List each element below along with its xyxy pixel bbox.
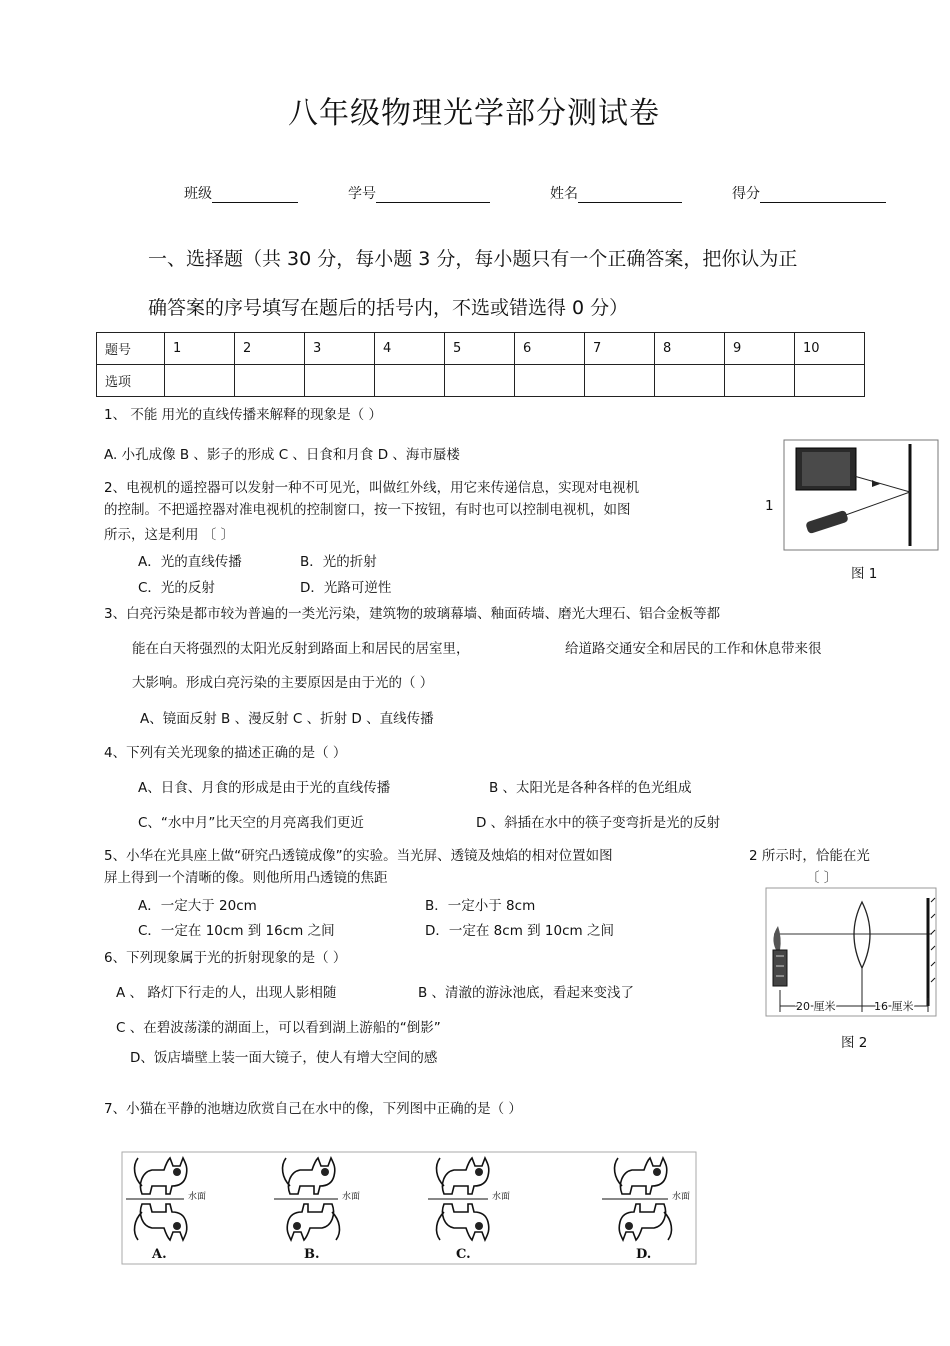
q7-choice-b-label[interactable]: B. bbox=[304, 1247, 320, 1262]
question-number-cell: 5 bbox=[445, 333, 515, 365]
q3-line2a: 能在白天将强烈的太阳光反射到路面上和居民的居室里， bbox=[132, 641, 470, 657]
q1-stem: 1、 不能 用光的直线传播来解释的现象是（ ） bbox=[104, 407, 382, 423]
q3-line2b: 给道路交通安全和居民的工作和休息带来很 bbox=[565, 641, 822, 657]
q4-option-c: C、“水中月”比天空的月亮离我们更近 bbox=[138, 815, 364, 831]
answer-cell[interactable] bbox=[445, 365, 515, 397]
q7-water-label-b: 水面 bbox=[342, 1192, 361, 1202]
q7-choice-b-figure bbox=[274, 1158, 339, 1240]
name-field[interactable] bbox=[550, 183, 682, 203]
page-title: 八年级物理光学部分测试卷 bbox=[288, 96, 660, 131]
q7-choice-a-figure bbox=[126, 1158, 187, 1240]
q5-line1-tail: 2 所示时，恰能在光 bbox=[749, 848, 870, 864]
question-number-cell: 8 bbox=[655, 333, 725, 365]
answer-cell[interactable] bbox=[655, 365, 725, 397]
q5-bracket: 〔 〕 bbox=[806, 870, 838, 886]
q6-option-b: B 、清澈的游泳池底，看起来变浅了 bbox=[418, 985, 635, 1001]
q7-choice-c-figure bbox=[428, 1158, 489, 1240]
q5-option-a: A．一定大于 20cm bbox=[138, 898, 257, 914]
question-number-cell: 9 bbox=[725, 333, 795, 365]
answer-table-number-row bbox=[97, 333, 865, 365]
q7-cat-reflection-figure bbox=[122, 1152, 696, 1264]
figure-1-caption: 图 1 bbox=[851, 566, 878, 582]
student-number-field[interactable] bbox=[348, 183, 490, 203]
q4-option-a: A、日食、月食的形成是由于光的直线传播 bbox=[138, 780, 391, 796]
q2-line3: 所示，这是利用 〔 〕 bbox=[104, 527, 235, 543]
q2-line2: 的控制。不把遥控器对准电视机的控制窗口，按一下按钮，有时也可以控制电视机，如图 bbox=[104, 502, 631, 518]
student-number-label: 学号 bbox=[348, 186, 376, 202]
figure-2-optical-bench bbox=[766, 888, 936, 1016]
score-field[interactable] bbox=[732, 183, 886, 203]
section-heading-line2: 确答案的序号填写在题后的括号内，不选或错选得 0 分） bbox=[148, 297, 629, 319]
answer-cell[interactable] bbox=[165, 365, 235, 397]
q4-option-d: D 、斜插在水中的筷子变弯折是光的反射 bbox=[476, 815, 721, 831]
q5-line1: 5、小华在光具座上做“研究凸透镜成像”的实验。当光屏、透镜及烛焰的相对位置如图 bbox=[104, 848, 613, 864]
question-number-cell: 10 bbox=[795, 333, 865, 365]
name-blank[interactable] bbox=[578, 186, 682, 203]
q2-option-c: C．光的反射 bbox=[138, 580, 215, 596]
answer-table bbox=[96, 332, 865, 397]
answer-cell[interactable] bbox=[725, 365, 795, 397]
question-number-cell: 1 bbox=[165, 333, 235, 365]
answer-cell[interactable] bbox=[795, 365, 865, 397]
q5-line2: 屏上得到一个清晰的像。则他所用凸透镜的焦距 bbox=[104, 870, 388, 886]
q7-stem: 7、小猫在平静的池塘边欣赏自己在水中的像，下列图中正确的是（ ） bbox=[104, 1101, 522, 1117]
q2-line2-tail: 1 bbox=[765, 498, 774, 514]
answer-table-row-label: 选项 bbox=[97, 365, 165, 397]
q7-water-label-d: 水面 bbox=[672, 1192, 691, 1202]
answer-cell[interactable] bbox=[305, 365, 375, 397]
class-blank[interactable] bbox=[212, 186, 298, 203]
q7-choice-a-label[interactable]: A. bbox=[152, 1247, 167, 1262]
q6-option-a: A 、 路灯下行走的人，出现人影相随 bbox=[116, 985, 337, 1001]
q2-option-a: A．光的直线传播 bbox=[138, 554, 242, 570]
figure-2-caption: 图 2 bbox=[841, 1035, 868, 1051]
answer-cell[interactable] bbox=[235, 365, 305, 397]
q2-option-d: D．光路可逆性 bbox=[300, 580, 392, 596]
q4-option-b: B 、太阳光是各种各样的色光组成 bbox=[489, 780, 692, 796]
figure-2-left-distance: 20 厘米 bbox=[796, 1000, 836, 1013]
figure-2-right-distance: 16 厘米 bbox=[874, 1000, 914, 1013]
q5-option-b: B．一定小于 8cm bbox=[425, 898, 536, 914]
score-label: 得分 bbox=[732, 186, 760, 202]
q2-option-b: B．光的折射 bbox=[300, 554, 377, 570]
q7-choice-d-figure bbox=[602, 1158, 671, 1240]
question-number-cell: 4 bbox=[375, 333, 445, 365]
figure-1-remote-control bbox=[784, 440, 938, 550]
name-label: 姓名 bbox=[550, 186, 578, 202]
q5-option-d: D．一定在 8cm 到 10cm 之间 bbox=[425, 923, 614, 939]
q3-line1: 3、白亮污染是都市较为普遍的一类光污染，建筑物的玻璃幕墙、釉面砖墙、磨光大理石、铝合金板等都 bbox=[104, 606, 721, 622]
class-field[interactable] bbox=[184, 183, 298, 203]
q7-choice-c-label[interactable]: C. bbox=[456, 1247, 471, 1262]
q3-options: A、镜面反射 B 、漫反射 C 、折射 D 、直线传播 bbox=[140, 711, 434, 727]
answer-cell[interactable] bbox=[515, 365, 585, 397]
q7-choice-d-label[interactable]: D. bbox=[636, 1247, 652, 1262]
q6-option-d: D、饭店墙壁上装一面大镜子，使人有增大空间的感 bbox=[130, 1050, 438, 1066]
question-number-cell: 3 bbox=[305, 333, 375, 365]
q6-option-c: C 、在碧波荡漾的湖面上，可以看到湖上游船的“倒影” bbox=[116, 1020, 441, 1036]
answer-cell[interactable] bbox=[585, 365, 655, 397]
q4-stem: 4、下列有关光现象的描述正确的是（ ） bbox=[104, 745, 347, 761]
answer-table-option-row bbox=[97, 365, 865, 397]
q7-water-label-c: 水面 bbox=[492, 1192, 511, 1202]
question-number-cell: 6 bbox=[515, 333, 585, 365]
q7-water-label-a: 水面 bbox=[188, 1192, 207, 1202]
class-label: 班级 bbox=[184, 186, 212, 202]
question-number-cell: 7 bbox=[585, 333, 655, 365]
section-heading-line1: 一、选择题（共 30 分，每小题 3 分，每小题只有一个正确答案，把你认为正 bbox=[148, 248, 798, 270]
q6-stem: 6、下列现象属于光的折射现象的是（ ） bbox=[104, 950, 347, 966]
q3-line3: 大影响。形成白亮污染的主要原因是由于光的（ ） bbox=[132, 675, 434, 691]
score-blank[interactable] bbox=[760, 186, 886, 203]
q2-line1: 2、电视机的遥控器可以发射一种不可见光，叫做红外线，用它来传递信息，实现对电视机 bbox=[104, 480, 640, 496]
student-number-blank[interactable] bbox=[376, 186, 490, 203]
q5-option-c: C．一定在 10cm 到 16cm 之间 bbox=[138, 923, 335, 939]
question-number-cell: 2 bbox=[235, 333, 305, 365]
answer-cell[interactable] bbox=[375, 365, 445, 397]
q1-options: A. 小孔成像 B 、影子的形成 C 、日食和月食 D 、海市蜃楼 bbox=[104, 447, 460, 463]
answer-table-header: 题号 bbox=[97, 333, 165, 365]
